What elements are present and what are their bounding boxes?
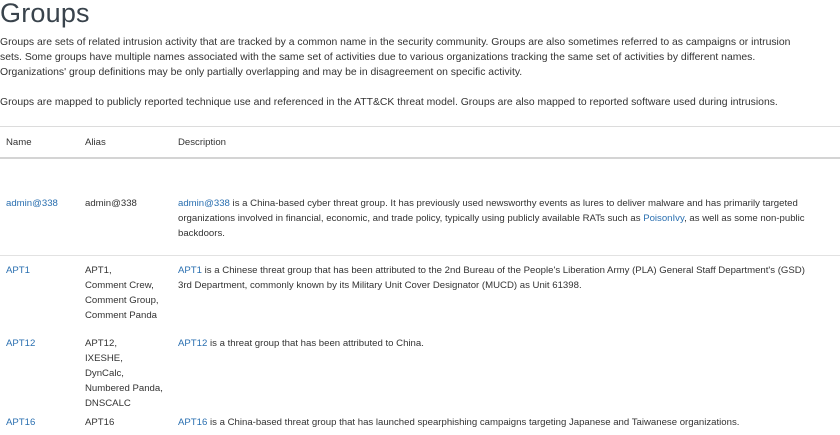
group-description-cell — [172, 158, 840, 256]
group-name-cell — [0, 158, 79, 256]
alias-text: Comment Panda — [85, 310, 157, 321]
alias-text: APT12, — [85, 338, 117, 349]
alias-text: IXESHE, — [85, 353, 123, 364]
alias-text: DNSCALC — [85, 398, 131, 409]
description-link-apt16[interactable]: APT16 — [178, 417, 208, 428]
group-link-admin338[interactable]: admin@338 — [6, 198, 58, 209]
page-title: Groups — [0, 0, 90, 28]
description-text: , as well as some non-public — [684, 213, 805, 224]
group-link-apt16[interactable]: APT16 — [6, 417, 36, 428]
software-link-poisonivy[interactable]: PoisonIvy — [643, 213, 685, 224]
alias-text: APT1, — [85, 265, 112, 276]
alias-text: APT16 — [85, 417, 115, 428]
alias-text: Comment Group, — [85, 295, 159, 306]
group-alias-cell — [79, 256, 172, 334]
description-text: is a China-based threat group that has launched spearphishing campaigns targeting Japanese and Taiwanese organizations. — [207, 417, 740, 428]
intro-paragraph-1-line-3: Organizations' group definitions may be only partially overlapping and may be in disagreement on specific activity. — [0, 67, 523, 78]
alias-text: Comment Crew, — [85, 280, 154, 291]
group-name-cell — [0, 333, 79, 415]
intro-text — [0, 35, 840, 110]
group-description-cell — [172, 415, 840, 435]
column-header-alias[interactable]: Alias — [79, 127, 172, 159]
description-text: is a Chinese threat group that has been attributed to the 2nd Bureau of the People's Liberation Army (PLA) General Staff Department's (GSD) — [202, 265, 805, 276]
description-text: is a China-based cyber threat group. It has previously used newsworthy events as lures to deliver malware and has primarily targeted — [229, 198, 798, 209]
group-description-cell — [172, 333, 840, 415]
table-row — [0, 256, 840, 334]
intro-paragraph-1-line-1: Groups are sets of related intrusion activity that are tracked by a common name in the security community. Groups are also sometimes referred to as campaigns or intrusion — [0, 37, 791, 48]
column-header-description[interactable]: Description — [172, 127, 840, 159]
groups-table — [0, 126, 840, 435]
column-header-name[interactable]: Name — [0, 127, 79, 159]
table-row — [0, 333, 840, 415]
description-text: 3rd Department, commonly known by its Military Unit Cover Designator (MUCD) as Unit 61398. — [178, 280, 582, 291]
description-link-admin338[interactable]: admin@338 — [178, 198, 230, 209]
alias-text: admin@338 — [85, 198, 137, 209]
description-text: is a threat group that has been attributed to China. — [207, 338, 424, 349]
table-row — [0, 415, 840, 435]
group-alias-cell — [79, 333, 172, 415]
intro-paragraph-1-line-2: sets. Some groups have multiple names associated with the same set of activities due to various organizations tracking the same set of activities by different names. — [0, 52, 756, 63]
group-link-apt12[interactable]: APT12 — [6, 338, 36, 349]
group-description-cell — [172, 256, 840, 334]
group-name-cell — [0, 256, 79, 334]
table-row — [0, 158, 840, 256]
group-alias-cell — [79, 415, 172, 435]
description-text: organizations involved in financial, economic, and trade policy, typically using publicly available RATs such as — [178, 213, 644, 224]
group-link-apt1[interactable]: APT1 — [6, 265, 30, 276]
description-link-apt1[interactable]: APT1 — [178, 265, 202, 276]
group-name-cell — [0, 415, 79, 435]
intro-paragraph-2: Groups are mapped to publicly reported technique use and referenced in the ATT&CK threat model. Groups are also mapped to reported software used during intrusions. — [0, 97, 778, 108]
description-link-apt12[interactable]: APT12 — [178, 338, 208, 349]
alias-text: DynCalc, — [85, 368, 124, 379]
alias-text: Numbered Panda, — [85, 383, 163, 394]
description-text: backdoors. — [178, 228, 225, 239]
table-header-row — [0, 127, 840, 159]
group-alias-cell — [79, 158, 172, 256]
